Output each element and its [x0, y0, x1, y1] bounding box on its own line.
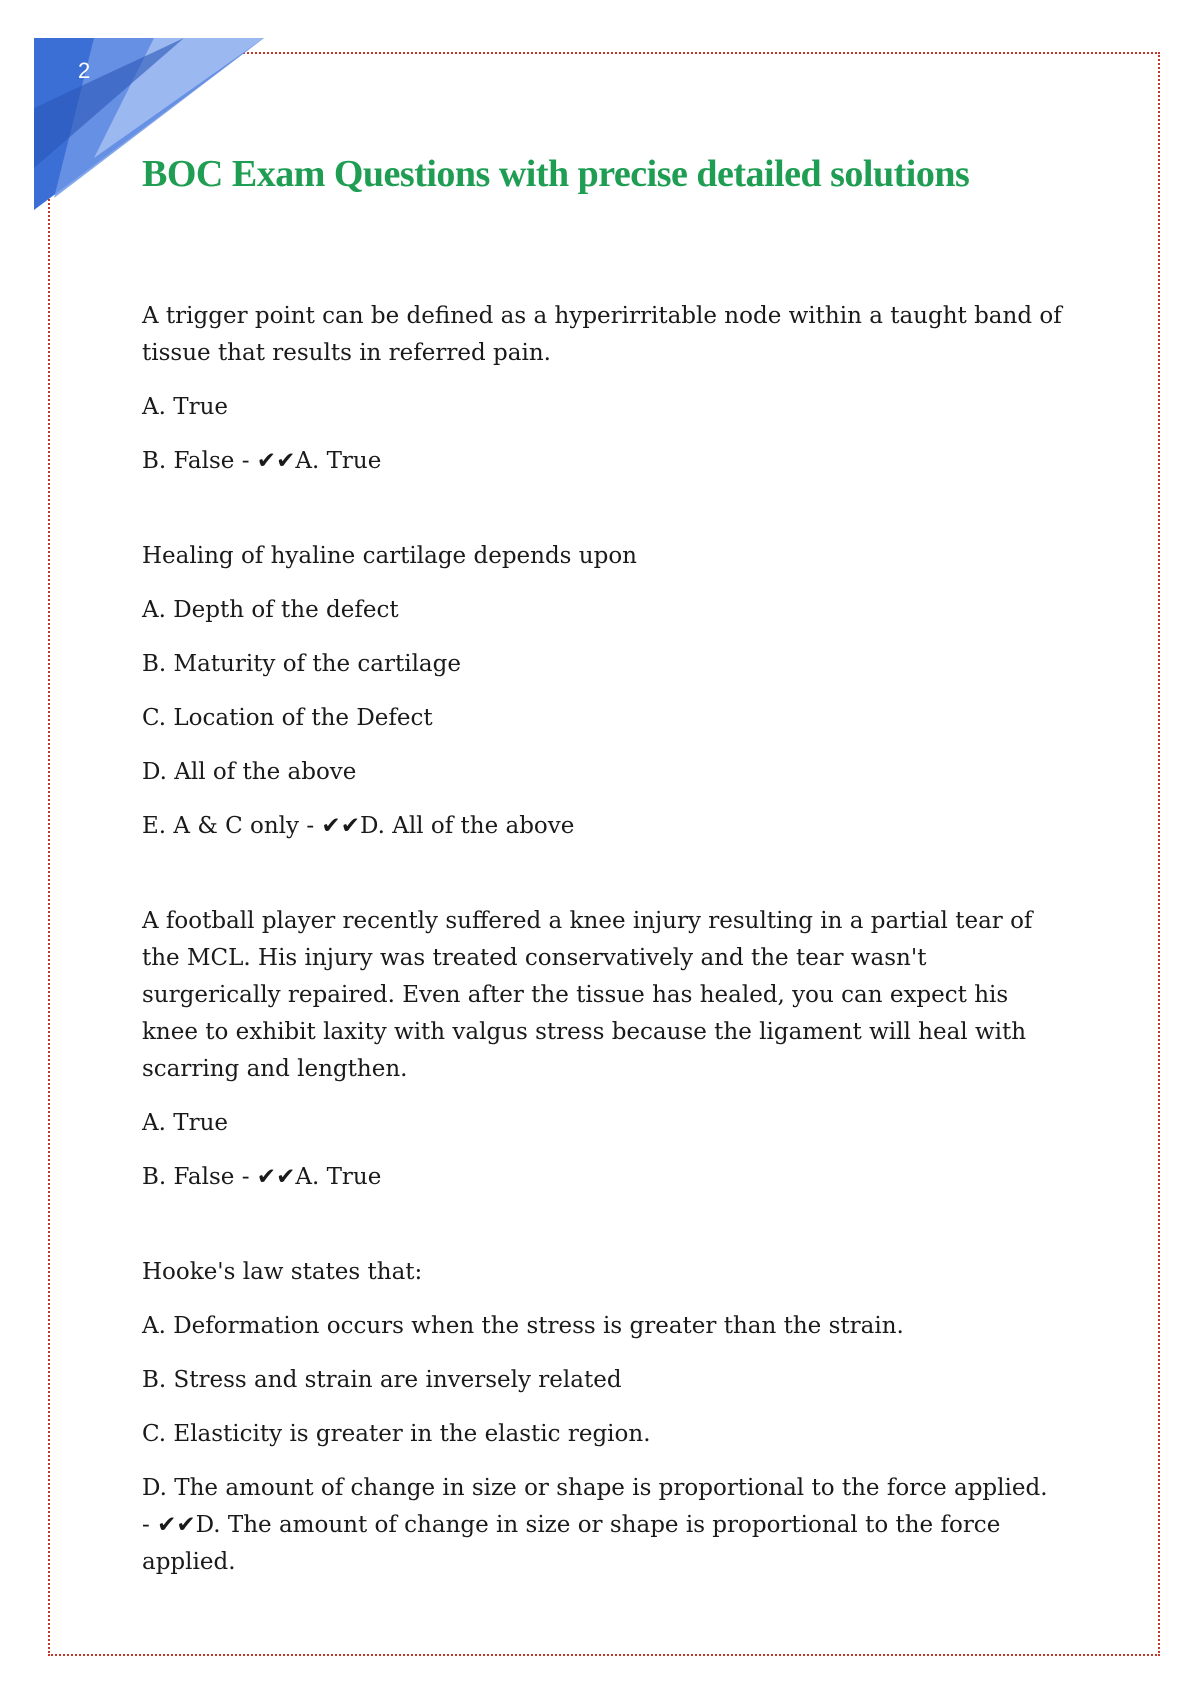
answer-option: B. Maturity of the cartilage: [142, 651, 461, 677]
page-title: BOC Exam Questions with precise detailed solutions: [142, 153, 970, 195]
question-stem: A football player recently suffered a knee injury resulting in a partial tear of the MCL. His injury was treated conservatively and the tear wasn't surgerically repaired. Even after the tissue has healed, you can expect his knee to exhibit laxity with valgus stress because the ligament will heal with scarring and lengthen.: [142, 908, 1033, 1082]
question-3: [142, 903, 1062, 1196]
answer-option: D. The amount of change in size or shape is proportional to the force applied. - ✔✔D. The amount of change in size or shape is proportional to the force applied.: [142, 1475, 1048, 1575]
answer-option: E. A & C only - ✔✔D. All of the above: [142, 813, 575, 839]
page-number: 2: [78, 58, 91, 83]
question-stem: A trigger point can be defined as a hyperirritable node within a taught band of tissue that results in referred pain.: [142, 303, 1062, 366]
question-1: [142, 298, 1062, 480]
question-stem: Hooke's law states that:: [142, 1259, 423, 1285]
answer-option: A. True: [142, 1110, 228, 1136]
answer-option: C. Elasticity is greater in the elastic region.: [142, 1421, 651, 1447]
answer-option: B. False - ✔✔A. True: [142, 448, 382, 474]
question-list: [142, 298, 1062, 1639]
answer-option: C. Location of the Defect: [142, 705, 433, 731]
answer-option: D. All of the above: [142, 759, 357, 785]
answer-option: B. Stress and strain are inversely related: [142, 1367, 622, 1393]
answer-option: A. Deformation occurs when the stress is greater than the strain.: [142, 1313, 904, 1339]
answer-option: A. True: [142, 394, 228, 420]
question-4: [142, 1254, 1062, 1581]
answer-option: A. Depth of the defect: [142, 597, 399, 623]
answer-option: B. False - ✔✔A. True: [142, 1164, 382, 1190]
question-stem: Healing of hyaline cartilage depends upon: [142, 543, 637, 569]
question-2: [142, 538, 1062, 845]
